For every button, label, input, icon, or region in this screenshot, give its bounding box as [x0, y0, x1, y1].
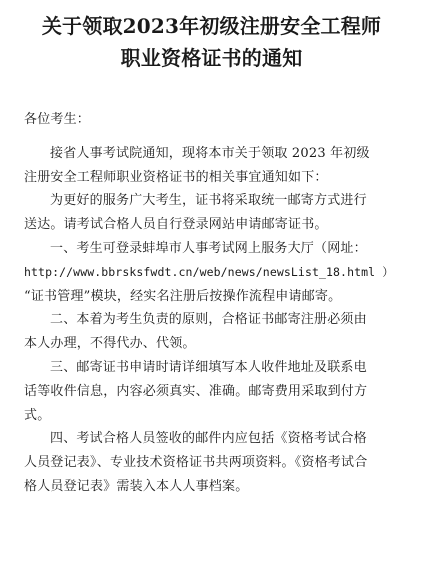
document-title-line-2: 职业资格证书的通知: [120, 46, 303, 70]
paragraph-5-line-1: 四、考试合格人员签收的邮件内应包括《资格考试合格: [50, 431, 367, 447]
spacer: [24, 132, 404, 142]
website-url: http://www.bbrsksfwdt.cn/web/news/newsList_18.html ）: [24, 264, 394, 279]
paragraph-5-line-3: 格人员登记表》需装入本人人事档案。: [24, 478, 249, 494]
intro-line-2: 注册安全工程师职业资格证书的相关事宜通知如下：: [24, 169, 328, 185]
paragraph-4-line-1: 三、邮寄证书申请时请详细填写本人收件地址及联系电: [50, 359, 367, 375]
salutation: 各位考生：: [24, 112, 91, 127]
document-title-line-1: 关于领取2023年初级注册安全工程师: [41, 14, 382, 38]
paragraph-1-line-2: 送达。请考试合格人员自行登录网站申请邮寄证书。: [24, 217, 328, 233]
paragraph-5-line-2: 人员登记表》、专业技术资格证书共两项资料。《资格考试合: [24, 455, 368, 471]
paragraph-3-line-2: 本人办理，不得代办、代领。: [24, 336, 196, 352]
paragraph-4-line-3: 式。: [24, 407, 51, 423]
document-body: [24, 108, 404, 499]
paragraph-2-line-3: “证书管理”模块，经实名注册后按操作流程申请邮寄。: [24, 288, 342, 304]
paragraph-4-line-2: 话等收件信息，内容必须真实、准确。邮寄费用采取到付方: [24, 383, 368, 399]
paragraph-2-line-1: 一、考生可登录蚌埠市人事考试网上服务大厅（网址：: [50, 240, 367, 256]
intro-line-1: 接省人事考试院通知，现将本市关于领取 2023 年初级: [50, 145, 370, 161]
paragraph-3-line-1: 二、本着为考生负责的原则，合格证书邮寄注册必须由: [50, 312, 367, 328]
paragraph-1-line-1: 为更好的服务广大考生，证书将采取统一邮寄方式进行: [50, 193, 367, 209]
